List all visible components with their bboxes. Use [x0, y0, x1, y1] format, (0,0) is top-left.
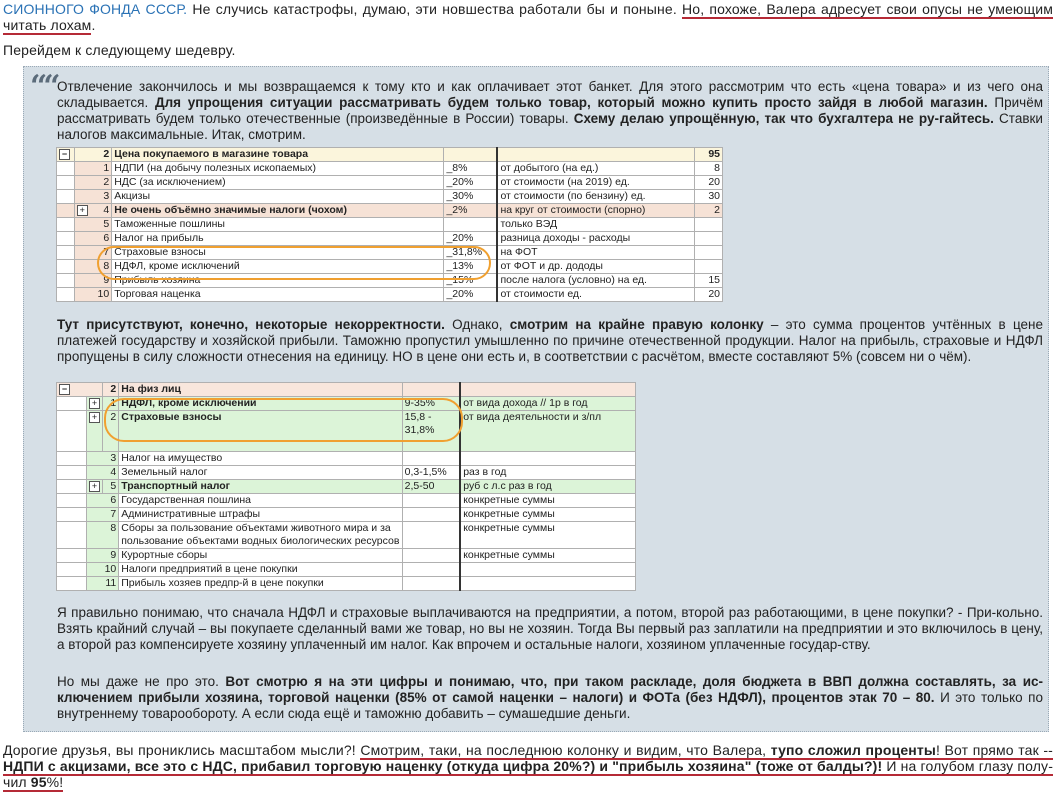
row-number: 1	[103, 397, 119, 411]
row-number-cell	[74, 260, 111, 274]
tax-base: от стоимости ед.	[497, 288, 694, 302]
table-row	[57, 260, 723, 274]
table-row	[57, 480, 636, 494]
table-row	[57, 246, 723, 260]
percent-value: 8	[695, 162, 723, 176]
percent-value	[695, 218, 723, 232]
underlined-text: Смотрим, таки, на последнюю колонку и видим, что Валера,	[360, 742, 771, 758]
tax-base: конкретные суммы	[460, 549, 635, 563]
tax-name: Земельный налог	[119, 466, 402, 480]
table-row	[57, 232, 723, 246]
table-row	[57, 397, 636, 411]
expand-cell	[87, 452, 103, 466]
row-number-cell	[74, 288, 111, 302]
expand-cell	[87, 466, 103, 480]
indent-cell	[57, 577, 87, 591]
tax-name: Прибыль хозяев предпр-й в цене покупки	[119, 577, 402, 591]
quote-paragraph-3: Я правильно понимаю, что сначала НДФЛ и страховые выплачиваются на предприятии, а потом, второй раз работающими, в цене покупки? - При-кольно. Взять крайний случай – вы покупаете сделанный вами же товар, но вы не хозяин. Тогда Вы первый раз заплатили на предприятии и это включилось в цену, а второй раз компенсируете хозяину уплаченный им налог. Как впрочем и остальные налоги, хозяином уплаченные государ-ству.	[57, 605, 1043, 652]
tax-base: от стоимости (на 2019) ед.	[497, 176, 694, 190]
indent-cell	[57, 494, 87, 508]
expand-icon[interactable]: +	[89, 398, 100, 409]
expand-cell[interactable]	[87, 411, 103, 452]
indent-cell	[57, 204, 75, 218]
table-row	[57, 218, 723, 232]
tax-name: Административные штрафы	[119, 508, 402, 522]
tax-base: конкретные суммы	[460, 522, 635, 549]
fund-link[interactable]: СИОННОГО ФОНДА СССР.	[3, 1, 188, 17]
bold-text: Тут присутствуют, конечно, некоторые некорректности.	[57, 317, 445, 332]
percent-value	[695, 246, 723, 260]
row-number: 2	[103, 411, 119, 452]
table-row	[57, 522, 636, 549]
table-row	[57, 204, 723, 218]
expand-cell	[87, 577, 103, 591]
indent-cell	[57, 466, 87, 480]
tax-base: на ФОТ	[497, 246, 694, 260]
indent-cell	[57, 411, 87, 452]
tax-name: НДС (за исключением)	[112, 176, 444, 190]
row-number-cell	[74, 218, 111, 232]
row-number: 7	[103, 508, 119, 522]
indent-cell	[57, 563, 87, 577]
percent-value: 2	[695, 204, 723, 218]
indent-cell	[57, 288, 75, 302]
table-row	[57, 549, 636, 563]
tax-base: от вида дохода // 1р в год	[460, 397, 635, 411]
percent-value: 30	[695, 190, 723, 204]
bold-text: Вот смотрю я на эти цифры и понимаю, что, при таком раскладе, доля бюджета в ВВП должна составлять, за ис-ключением прибыли хозяина, торговой наценки (85% от самой наценки – налоги) и ФОТа (без НДФЛ), процентов этак 70 – 80.	[57, 674, 1043, 705]
tax-rate: _20%	[444, 288, 497, 302]
underlined-text: чил	[3, 774, 31, 790]
total-value: 95	[695, 148, 723, 162]
level-number: 2	[74, 148, 111, 162]
tax-name: НДФЛ, кроме исключений	[119, 397, 402, 411]
indent-cell	[57, 232, 75, 246]
underlined-remark: Но, похоже, Валера адресует свои опусы не умеющим	[682, 1, 1053, 17]
row-number: 5	[103, 218, 110, 230]
indent-cell	[57, 274, 75, 288]
row-number: 4	[103, 204, 110, 216]
row-number: 3	[103, 452, 119, 466]
tax-name: Прибыль хозяина	[112, 274, 444, 288]
row-number-cell	[74, 162, 111, 176]
tax-name: Налог на прибыль	[112, 232, 444, 246]
tax-base: раз в год	[460, 466, 635, 480]
percent-value	[695, 232, 723, 246]
indent-cell	[57, 162, 75, 176]
table-row	[57, 466, 636, 480]
table-title: Цена покупаемого в магазине товара	[112, 148, 444, 162]
table-row	[57, 563, 636, 577]
row-number: 10	[97, 288, 110, 300]
bold-underlined-text: тупо сложил проценты	[770, 742, 936, 758]
quote-paragraph-4	[57, 674, 1043, 722]
table-row	[57, 452, 636, 466]
text: Дорогие друзья, вы прониклись масштабом мысли?!	[3, 742, 361, 758]
minus-icon[interactable]: −	[59, 384, 70, 395]
percent-value	[695, 260, 723, 274]
expand-cell[interactable]	[87, 480, 103, 494]
expand-cell	[87, 508, 103, 522]
tax-name: Сборы за пользование объектами животного мира и за пользование объектами водных биологических ресурсов	[119, 522, 402, 549]
bold-text: Для упрощения ситуации рассматривать будем только товар, который можно купить просто зайдя в любой магазин.	[154, 95, 988, 110]
indent-cell	[57, 260, 75, 274]
tax-rate: _20%	[444, 176, 497, 190]
percent-value: 15	[695, 274, 723, 288]
indent-cell	[57, 190, 75, 204]
tax-name: НДФЛ, кроме исключений	[112, 260, 444, 274]
tax-name: Налоги предприятий в цене покупки	[119, 563, 402, 577]
tax-rate: _13%	[444, 260, 497, 274]
tax-rate: 0,3-1,5%	[402, 466, 460, 480]
tax-rate: 2,5-50	[402, 480, 460, 494]
quote-paragraph-2	[57, 317, 1043, 365]
underlined-text: И на голубом глазу полу-	[882, 758, 1054, 774]
tax-base: от стоимости (по бензину) ед.	[497, 190, 694, 204]
table-row	[57, 288, 723, 302]
tax-base: от ФОТ и др. дододы	[497, 260, 694, 274]
indent-cell	[57, 176, 75, 190]
tax-rate	[402, 563, 460, 577]
row-number-cell	[74, 232, 111, 246]
tax-rate	[402, 452, 460, 466]
expand-cell	[87, 494, 103, 508]
intro-line-3: Перейдем к следующему шедевру.	[3, 42, 236, 58]
tax-base: от добытого (на ед.)	[497, 162, 694, 176]
tax-rate: _20%	[444, 232, 497, 246]
row-number: 10	[103, 563, 119, 577]
tax-base: только ВЭД	[497, 218, 694, 232]
indent-cell	[57, 549, 87, 563]
text: И это только по внутреннему товарообороту. А если сюда ещё и таможню добавить – сумашедшие деньги.	[57, 690, 1043, 721]
expand-icon[interactable]: +	[77, 205, 88, 216]
indent-cell	[57, 452, 87, 466]
expand-icon[interactable]: +	[89, 481, 100, 492]
row-number: 2	[103, 176, 110, 188]
row-number-cell	[74, 190, 111, 204]
tax-rate: _30%	[444, 190, 497, 204]
row-number: 1	[103, 162, 110, 174]
intro-line-1	[3, 1, 1053, 17]
row-number: 6	[103, 232, 110, 244]
tax-base	[460, 577, 635, 591]
tax-rate: 9-35%	[402, 397, 460, 411]
text: Ставки налогов максимальные. Итак, смотрим.	[57, 111, 1043, 142]
tax-name: Таможенные пошлины	[112, 218, 444, 232]
row-number-cell[interactable]	[74, 204, 111, 218]
individuals-table	[56, 382, 636, 591]
bold-underlined-text: НДПИ с акцизами, все это с НДС, прибавил торговую наценку (откуда цифра 20%?) и "прибыль хозяина" (тоже от балды?)!	[3, 758, 883, 774]
text: – это сумма процентов учтённых в цене платежей государству и хозяйской прибыли. Таможню пропустил умышленно по причине отечественной продукции. Налог на прибыль, страховые и НДФЛ пропущены в силу сложности отнесения на единицу. НО в цене они есть и, в соответствии с расчётом, вместе составляют 5% (совсем ни о чём).	[57, 317, 1043, 364]
tax-base: конкретные суммы	[460, 494, 635, 508]
quote-paragraph-1	[57, 79, 1043, 143]
table-row	[57, 176, 723, 190]
table-row	[57, 494, 636, 508]
tax-rate: _31,8%	[444, 246, 497, 260]
table-row	[57, 274, 723, 288]
empty-cell	[460, 383, 635, 397]
indent-cell	[57, 218, 75, 232]
row-number-cell	[74, 246, 111, 260]
row-number: 5	[103, 480, 119, 494]
tax-name: Акцизы	[112, 190, 444, 204]
blockquote	[23, 66, 1049, 732]
tax-name: Государственная пошлина	[119, 494, 402, 508]
table-row	[57, 162, 723, 176]
tax-base: на круг от стоимости (спорно)	[497, 204, 694, 218]
empty-cell	[444, 148, 497, 162]
row-number: 3	[103, 190, 110, 202]
tax-rate	[402, 508, 460, 522]
underlined-remark-end: читать лохам	[3, 17, 92, 33]
row-number: 8	[103, 260, 110, 272]
tax-name: НДПИ (на добычу полезных ископаемых)	[112, 162, 444, 176]
price-table	[56, 147, 723, 302]
table-row	[57, 411, 636, 452]
indent-cell	[57, 397, 87, 411]
bold-number: 95	[30, 774, 47, 790]
tax-rate	[402, 522, 460, 549]
quote-open-icon: ““	[30, 69, 57, 104]
tax-name: Страховые взносы	[112, 246, 444, 260]
text: Но мы даже не про это.	[57, 674, 226, 689]
row-number: 7	[103, 246, 110, 258]
indent-cell	[57, 522, 87, 549]
row-number-cell	[74, 176, 111, 190]
table-header-row	[57, 383, 636, 397]
underlined-text: %!	[46, 774, 64, 790]
table-title: На физ лиц	[119, 383, 402, 397]
tax-rate: _8%	[444, 162, 497, 176]
expand-cell	[87, 563, 103, 577]
tax-rate: _15%	[444, 274, 497, 288]
minus-icon[interactable]: −	[59, 149, 70, 160]
tax-rate	[402, 577, 460, 591]
level-number: 2	[103, 383, 119, 397]
tax-base	[460, 452, 635, 466]
text: Причём рассматривать будем только отечественные (произведённые в России) товары.	[57, 95, 1044, 126]
row-number: 9	[103, 549, 119, 563]
indent-cell	[57, 508, 87, 522]
text: Отвлечение закончилось и мы возвращаемся к тому кто и как оплачивает этот банкет. Для этого рассмотрим что есть «цена товара» и из чего она складывается.	[57, 79, 1043, 110]
table-row	[57, 577, 636, 591]
collapse-cell[interactable]	[57, 148, 75, 162]
row-number: 8	[103, 522, 119, 549]
bold-text: смотрим на крайне правую колонку	[509, 317, 764, 332]
intro-text: Не случись катастрофы, думаю, эти новшества работали бы и поныне.	[187, 1, 683, 17]
empty-cell	[497, 148, 694, 162]
tax-name: Налог на имущество	[119, 452, 402, 466]
tax-rate	[402, 549, 460, 563]
tax-base: разница доходы - расходы	[497, 232, 694, 246]
tax-base: после налога (условно) на ед.	[497, 274, 694, 288]
tax-name: Не очень объёмно значимые налоги (чохом)	[112, 204, 444, 218]
percent-value: 20	[695, 288, 723, 302]
row-number-cell	[74, 274, 111, 288]
intro-line-2	[3, 17, 1053, 33]
tax-name: Страховые взносы	[119, 411, 402, 452]
period: .	[91, 17, 96, 33]
bold-text: Схему делаю упрощённую, так что бухгалтера не ру-гайтесь.	[573, 111, 994, 126]
expand-cell	[87, 549, 103, 563]
tax-name: Транспортный налог	[119, 480, 402, 494]
tax-rate: _2%	[444, 204, 497, 218]
collapse-cell[interactable]	[57, 383, 103, 397]
expand-cell	[87, 522, 103, 549]
table-row	[57, 508, 636, 522]
row-number: 9	[103, 274, 110, 286]
text: Однако,	[444, 317, 510, 332]
row-number: 11	[103, 577, 119, 591]
row-number: 4	[103, 466, 119, 480]
row-number: 6	[103, 494, 119, 508]
tax-rate	[402, 494, 460, 508]
outro-paragraph	[3, 742, 1053, 790]
expand-icon[interactable]: +	[89, 412, 100, 423]
tax-base: от вида деятельности и з/пл	[460, 411, 635, 452]
indent-cell	[57, 480, 87, 494]
tax-base: руб с л.с раз в год	[460, 480, 635, 494]
tax-base	[460, 563, 635, 577]
tax-rate	[444, 218, 497, 232]
percent-value: 20	[695, 176, 723, 190]
empty-cell	[402, 383, 460, 397]
underlined-text: ! Вот прямо так --	[935, 742, 1053, 758]
tax-base: конкретные суммы	[460, 508, 635, 522]
indent-cell	[57, 246, 75, 260]
table-header-row	[57, 148, 723, 162]
tax-name: Торговая наценка	[112, 288, 444, 302]
tax-name: Курортные сборы	[119, 549, 402, 563]
table-row	[57, 190, 723, 204]
expand-cell[interactable]	[87, 397, 103, 411]
tax-rate: 15,8 - 31,8%	[402, 411, 460, 452]
